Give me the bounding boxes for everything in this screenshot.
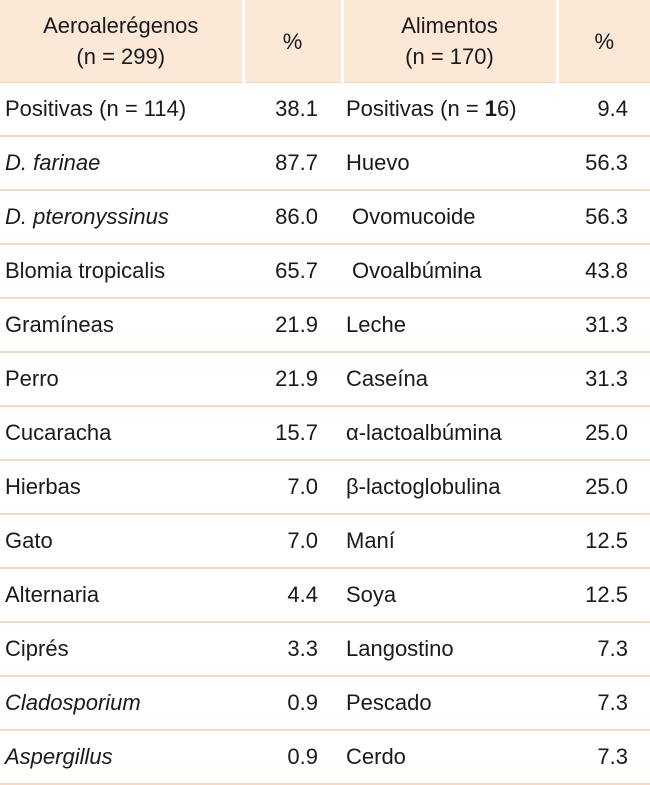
table-row <box>0 514 650 568</box>
header-row <box>0 0 650 83</box>
food-name-text: Ovoalbúmina <box>352 258 482 283</box>
table-row <box>0 460 650 514</box>
header-aeroallergens-title: Aeroalerégenos <box>43 13 199 38</box>
food-percent: 25.0 <box>557 406 650 460</box>
table-row <box>0 136 650 190</box>
aeroallergen-name: Hierbas <box>0 460 243 514</box>
aeroallergen-percent: 38.1 <box>243 83 342 137</box>
aeroallergen-percent: 7.0 <box>243 514 342 568</box>
food-name: β-lactoglobulina <box>342 460 557 514</box>
header-foods-n: (n = 170) <box>405 44 494 69</box>
aeroallergen-name: Ciprés <box>0 622 243 676</box>
aeroallergen-percent: 87.7 <box>243 136 342 190</box>
table-row <box>0 244 650 298</box>
food-percent: 56.3 <box>557 190 650 244</box>
aeroallergen-name: Cladosporium <box>0 676 243 730</box>
food-name <box>342 244 557 298</box>
food-percent: 31.3 <box>557 298 650 352</box>
table-row <box>0 568 650 622</box>
food-percent: 7.3 <box>557 622 650 676</box>
header-aero-percent: % <box>243 0 342 83</box>
aeroallergen-percent: 65.7 <box>243 244 342 298</box>
aeroallergen-name: Positivas (n = 114) <box>0 83 243 137</box>
aeroallergen-name: Gramíneas <box>0 298 243 352</box>
table-row <box>0 622 650 676</box>
aeroallergen-percent: 15.7 <box>243 406 342 460</box>
aeroallergen-percent: 0.9 <box>243 676 342 730</box>
aeroallergen-percent: 7.0 <box>243 460 342 514</box>
header-aeroallergens <box>0 0 243 83</box>
header-aeroallergens-n: (n = 299) <box>76 44 166 69</box>
table-row <box>0 190 650 244</box>
food-name-text: Ovomucoide <box>352 204 476 229</box>
header-foods <box>342 0 557 83</box>
aeroallergen-percent: 86.0 <box>243 190 342 244</box>
food-percent: 31.3 <box>557 352 650 406</box>
table-row <box>0 83 650 137</box>
aeroallergen-name: D. pteronyssinus <box>0 190 243 244</box>
food-name: Maní <box>342 514 557 568</box>
food-percent: 12.5 <box>557 568 650 622</box>
header-food-percent: % <box>557 0 650 83</box>
food-name: Huevo <box>342 136 557 190</box>
food-percent: 12.5 <box>557 514 650 568</box>
aeroallergen-name: Aspergillus <box>0 730 243 784</box>
aeroallergen-name: D. farinae <box>0 136 243 190</box>
table-row <box>0 298 650 352</box>
food-name: Caseína <box>342 352 557 406</box>
aeroallergen-percent: 21.9 <box>243 298 342 352</box>
food-name <box>342 83 557 137</box>
table-row <box>0 352 650 406</box>
aeroallergen-percent: 4.4 <box>243 568 342 622</box>
food-name-bold-part: 1 <box>484 96 498 121</box>
food-name: Cerdo <box>342 730 557 784</box>
food-percent: 9.4 <box>557 83 650 137</box>
food-percent: 56.3 <box>557 136 650 190</box>
food-name-part: Positivas (n = <box>346 96 485 121</box>
table-row <box>0 730 650 784</box>
table-row <box>0 676 650 730</box>
food-percent: 7.3 <box>557 730 650 784</box>
aeroallergen-name: Blomia tropicalis <box>0 244 243 298</box>
food-name: Langostino <box>342 622 557 676</box>
aeroallergen-name: Alternaria <box>0 568 243 622</box>
food-name: Soya <box>342 568 557 622</box>
aeroallergen-name: Gato <box>0 514 243 568</box>
aeroallergen-percent: 0.9 <box>243 730 342 784</box>
aeroallergen-percent: 21.9 <box>243 352 342 406</box>
food-name: Pescado <box>342 676 557 730</box>
header-foods-title: Alimentos <box>401 13 498 38</box>
aeroallergen-name: Cucaracha <box>0 406 243 460</box>
food-name: Leche <box>342 298 557 352</box>
food-name <box>342 190 557 244</box>
table-row <box>0 406 650 460</box>
aeroallergen-percent: 3.3 <box>243 622 342 676</box>
food-percent: 25.0 <box>557 460 650 514</box>
food-percent: 43.8 <box>557 244 650 298</box>
food-percent: 7.3 <box>557 676 650 730</box>
food-name-part: 6) <box>497 96 517 121</box>
aeroallergen-name: Perro <box>0 352 243 406</box>
food-name: α-lactoalbúmina <box>342 406 557 460</box>
